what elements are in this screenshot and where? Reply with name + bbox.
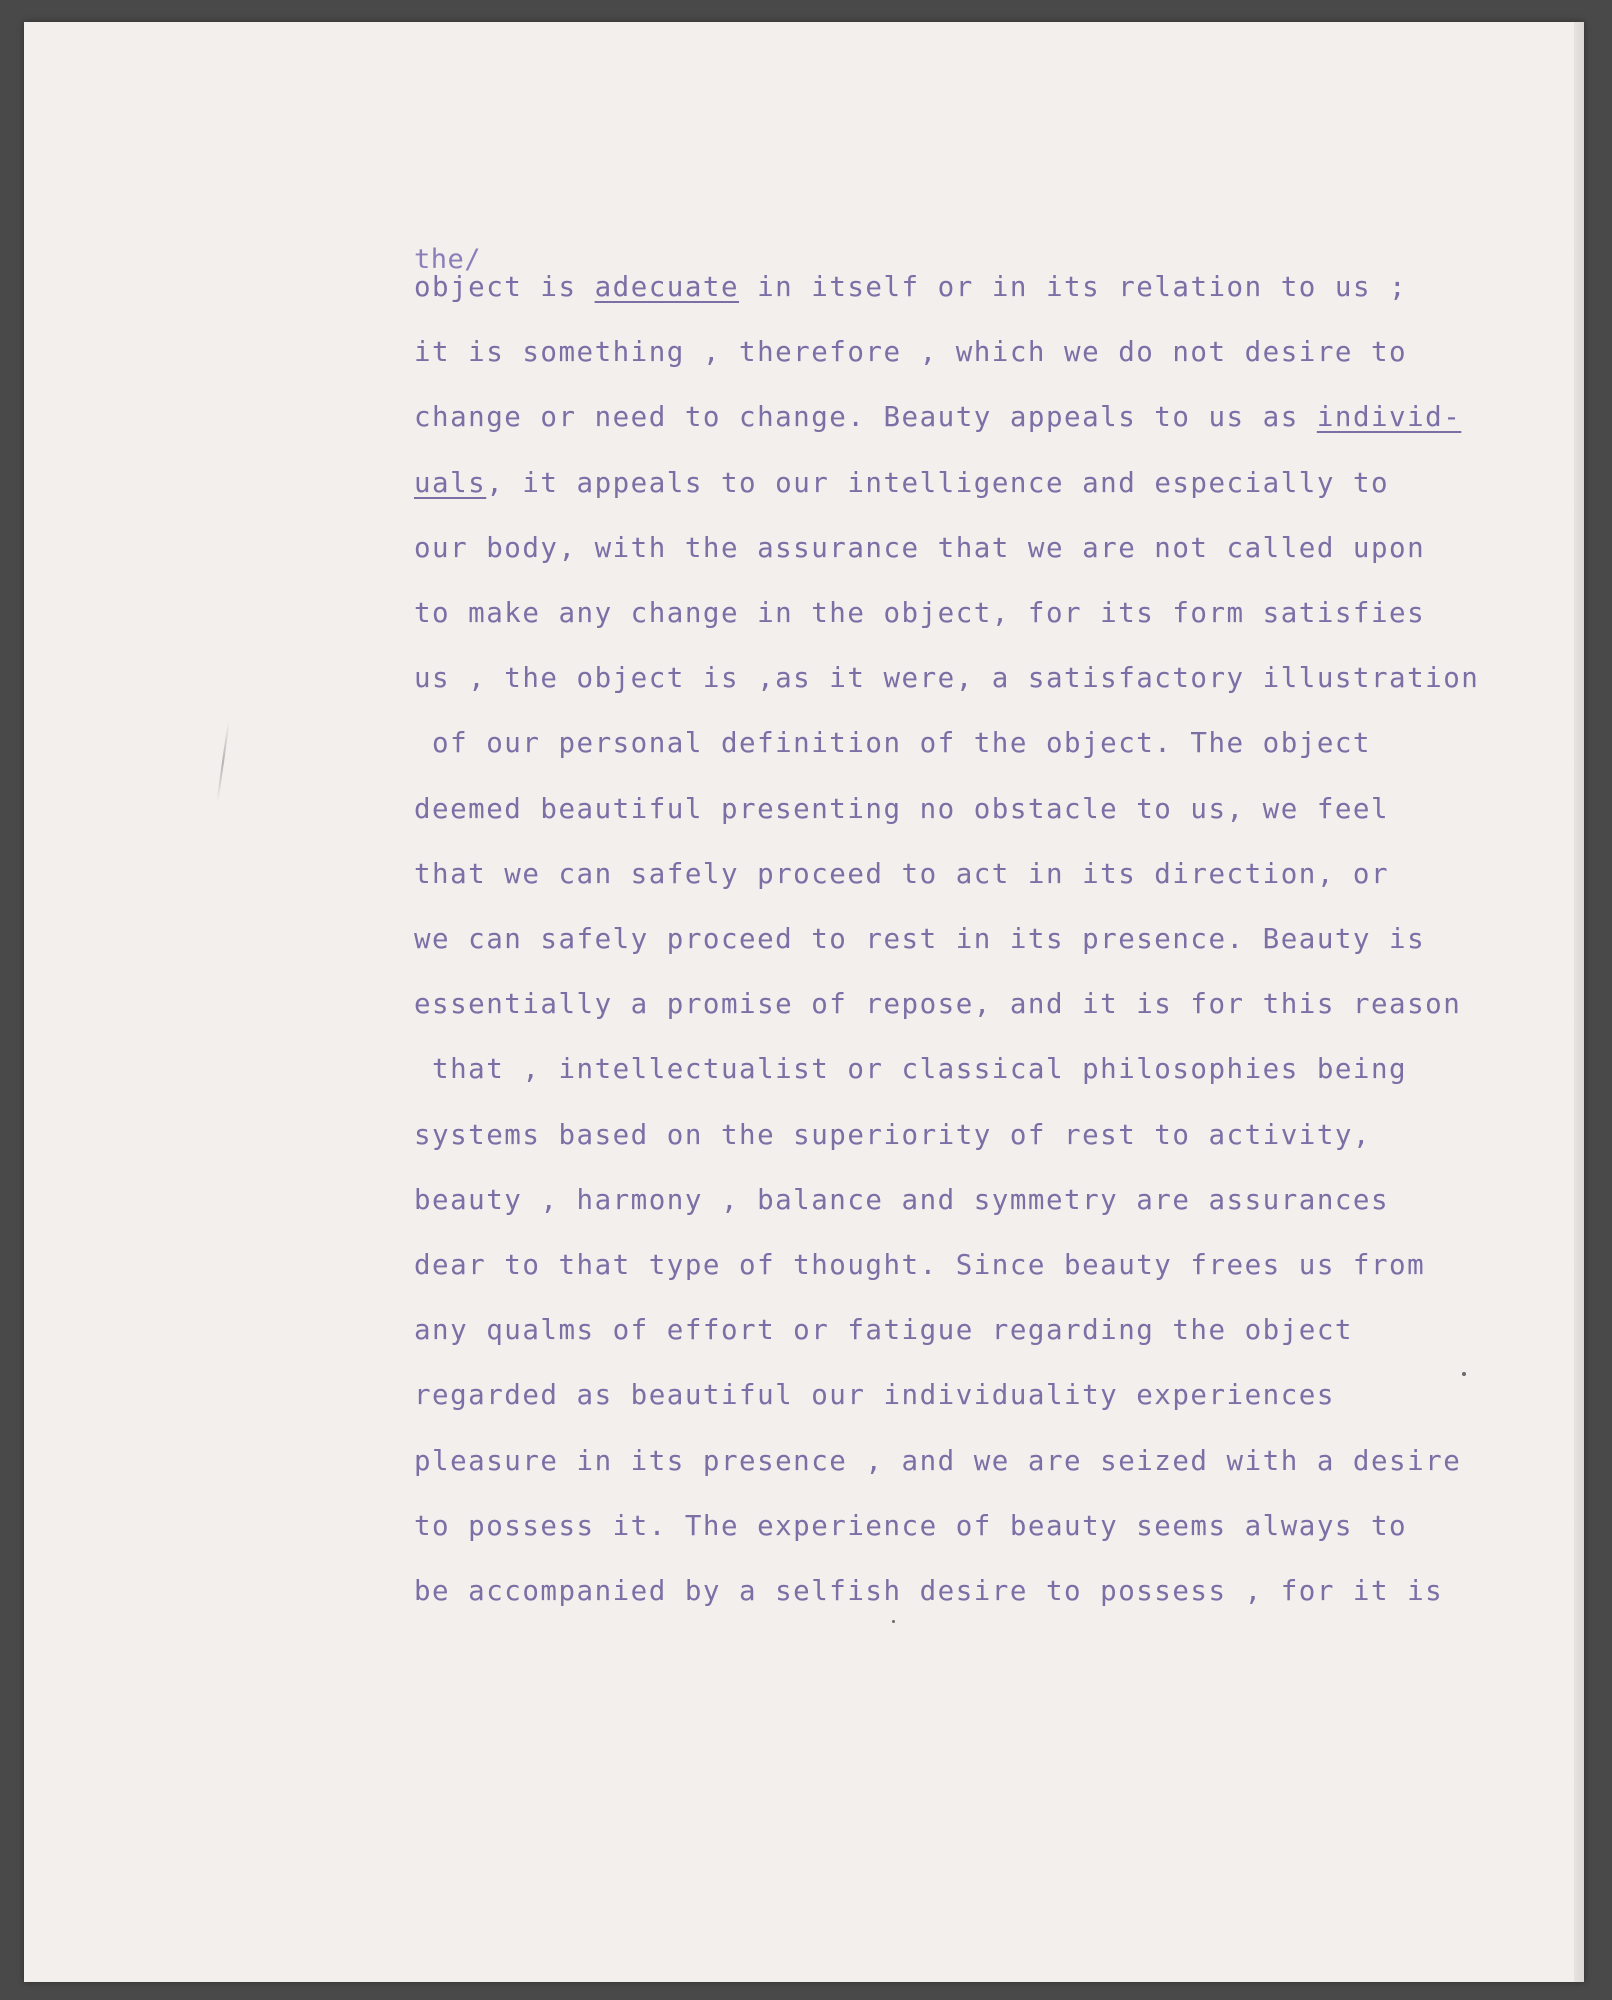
line-text: pleasure in its presence , and we are seized with a desire	[414, 1444, 1462, 1477]
line-text: dear to that type of thought. Since beauty frees us from	[414, 1249, 1426, 1281]
typed-line	[414, 727, 1371, 760]
line-text: essentially a promise of repose, and it is for this reason	[414, 988, 1462, 1021]
typewritten-page	[24, 22, 1584, 1982]
typed-line	[414, 466, 1390, 499]
typed-line	[414, 1118, 1371, 1151]
line-text: systems based on the superiority of rest to activity,	[414, 1118, 1371, 1151]
typed-line	[414, 271, 1408, 303]
typed-line	[414, 1379, 1335, 1412]
typed-line	[414, 1183, 1390, 1216]
line-text: in itself or in its relation to us ;	[739, 271, 1408, 303]
line-text: any qualms of effort or fatigue regarding the object	[414, 1314, 1353, 1347]
typed-line	[414, 401, 1462, 434]
line-text: it is something , therefore , which we do not desire to	[414, 336, 1408, 369]
line-text: we can safely proceed to rest in its presence. Beauty is	[414, 923, 1426, 955]
ink-speck	[1462, 1372, 1466, 1376]
typed-line	[414, 857, 1390, 890]
typed-line	[414, 1314, 1353, 1347]
handwritten-insertion: the/	[414, 244, 482, 275]
typed-line	[414, 531, 1426, 564]
line-text: our body, with the assurance that we are not called upon	[414, 531, 1426, 564]
ink-speck	[892, 1620, 895, 1623]
typed-line	[414, 1509, 1408, 1542]
typed-line	[414, 1053, 1408, 1086]
line-text: regarded as beautiful our individuality experiences	[414, 1379, 1335, 1412]
line-text: object is	[414, 271, 595, 303]
underlined-word: adecuate	[594, 271, 740, 303]
line-text: , it appeals to our intelligence and especially to	[486, 466, 1390, 499]
typed-line	[414, 1444, 1462, 1477]
line-text: beauty , harmony , balance and symmetry are assurances	[414, 1183, 1390, 1216]
pencil-mark	[216, 722, 229, 801]
line-text: be accompanied by a selfish desire to possess , for it is	[414, 1575, 1444, 1607]
line-text: deemed beautiful presenting no obstacle to us, we feel	[414, 792, 1390, 825]
page-edge	[1574, 22, 1584, 1982]
typed-line	[414, 597, 1426, 629]
typed-line	[414, 988, 1462, 1021]
line-text: that , intellectualist or classical philosophies being	[414, 1053, 1408, 1086]
typed-line	[414, 1575, 1444, 1607]
underlined-word: uals	[414, 466, 487, 499]
line-text: that we can safely proceed to act in its direction, or	[414, 857, 1390, 890]
line-text: to possess it. The experience of beauty seems always to	[414, 1509, 1408, 1542]
typed-line	[414, 792, 1390, 825]
line-text: us , the object is ,as it were, a satisfactory illustration	[414, 662, 1480, 695]
underlined-word: individ-	[1316, 401, 1462, 434]
line-text: change or need to change. Beauty appeals to us as	[414, 401, 1317, 434]
typed-line	[414, 336, 1408, 369]
typed-line	[414, 923, 1426, 955]
line-text: of our personal definition of the object. The object	[414, 727, 1371, 760]
typed-line	[414, 662, 1480, 695]
typed-line	[414, 1249, 1426, 1281]
line-text: to make any change in the object, for its form satisfies	[414, 597, 1426, 629]
